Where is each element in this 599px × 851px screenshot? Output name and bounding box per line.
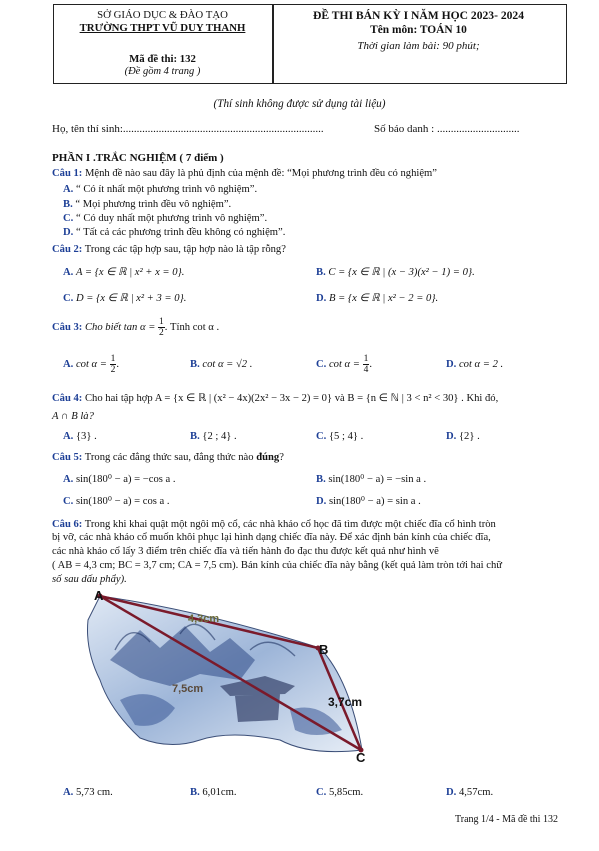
question-4 xyxy=(52,392,580,405)
q5-option-c[interactable]: C. sin(180⁰ − a) = cos a . xyxy=(63,496,170,507)
q6-option-d[interactable]: D. 4,57cm. xyxy=(446,787,494,798)
question-4-text: Cho hai tập hợp A = {x ∈ ℝ | (x² − 4x)(2x² − 3x − 2) = 0} và B = {n ∈ ℕ | 3 < n² < 30} . Khi đó, xyxy=(82,393,499,404)
subject: Tên môn: TOÁN 10 xyxy=(370,24,467,36)
q4-option-c[interactable]: C. {5 ; 4} . xyxy=(316,431,364,442)
question-2 xyxy=(52,243,580,256)
q1-option-d[interactable]: D. “ Tất cả các phương trình đều không có nghiệm”. xyxy=(63,227,286,238)
q2-option-c[interactable]: C. D = {x ∈ ℝ | x² + 3 = 0}. xyxy=(63,293,187,304)
label-bc-length: 3,7cm xyxy=(328,695,363,709)
q2-option-a[interactable]: A. A = {x ∈ ℝ | x² + x = 0}. xyxy=(63,267,185,278)
question-2-label: Câu 2: xyxy=(52,244,83,255)
q1-option-c[interactable]: C. “ Có duy nhất một phương trình vô nghiệm”. xyxy=(63,213,268,224)
question-5-label: Câu 5: xyxy=(52,452,83,463)
exam-code: Mã đề thi: 132 xyxy=(129,53,196,65)
question-1 xyxy=(52,167,580,180)
page-footer: Trang 1/4 - Mã đề thi 132 xyxy=(455,814,558,825)
q5-option-b[interactable]: B. sin(180⁰ − a) = −sin a . xyxy=(316,474,427,485)
notice: (Thí sinh không được sử dụng tài liệu) xyxy=(213,98,386,110)
page-count: (Đề gồm 4 trang ) xyxy=(124,66,201,77)
q4-option-d[interactable]: D. {2} . xyxy=(446,431,480,442)
label-a: A xyxy=(94,590,104,603)
q6-option-a[interactable]: A. 5,73 cm. xyxy=(63,787,113,798)
q2-option-b[interactable]: B. C = {x ∈ ℝ | (x − 3)(x² − 1) = 0}. xyxy=(316,267,475,278)
broken-plate-figure xyxy=(80,590,380,766)
q3-option-a[interactable]: A. cot α = $\frac{1}{2}$ . xyxy=(63,354,119,376)
question-4-text-2: A ∩ B là? xyxy=(52,411,94,422)
question-6-line-2: bị vỡ, các nhà khảo cổ muốn khôi phục lại hình dạng chiếc đĩa này. Để xác định bán kính của chiếc đĩa, xyxy=(52,532,491,543)
label-b: B xyxy=(319,642,329,657)
question-6-line-5: số sau dấu phẩy). xyxy=(52,574,127,585)
label-ca-length: 7,5cm xyxy=(172,683,204,695)
section-heading: PHẦN I .TRẮC NGHIỆM ( 7 điểm ) xyxy=(52,152,224,164)
question-3-label: Câu 3: xyxy=(52,322,83,333)
question-4-label: Câu 4: xyxy=(52,393,83,404)
q5-option-a[interactable]: A. sin(180⁰ − a) = −cos a . xyxy=(63,474,176,485)
q1-option-a[interactable]: A. “ Có ít nhất một phương trình vô nghiệm”. xyxy=(63,184,258,195)
question-2-text: Trong các tập hợp sau, tập hợp nào là tập rỗng? xyxy=(82,244,286,255)
q5-option-d[interactable]: D. sin(180⁰ − a) = sin a . xyxy=(316,496,421,507)
question-5: Câu 5: Trong các đẳng thức sau, đẳng thức nào đúng? xyxy=(52,452,284,463)
q4-option-b[interactable]: B. {2 ; 4} . xyxy=(190,431,237,442)
q3-option-c[interactable]: C. cot α = $\frac{1}{4}$ . xyxy=(316,354,372,376)
question-6-line-3: các nhà khảo cổ lấy 3 điểm trên chiếc đĩa và tiến hành đo đạc thu được kết quả như hình vẽ xyxy=(52,546,439,557)
exam-title: ĐỀ THI BÁN KỲ I NĂM HỌC 2023- 2024 xyxy=(312,9,525,22)
q3-option-d[interactable]: D. cot α = 2 . xyxy=(446,359,504,370)
label-ab-length: 4,3cm xyxy=(188,613,220,625)
tan-fraction: $\frac{1}{2}$ xyxy=(159,317,164,339)
time-limit: Thời gian làm bài: 90 phút; xyxy=(357,40,480,52)
q6-option-c[interactable]: C. 5,85cm. xyxy=(316,787,364,798)
school-name: TRƯỜNG THPT VŨ DUY THANH xyxy=(79,22,246,34)
student-name-line: Họ, tên thí sinh:......................................................................... xyxy=(52,123,324,135)
dept-name: SỞ GIÁO DỤC & ĐÀO TẠO xyxy=(97,9,228,21)
question-6-line-4: ( AB = 4,3 cm; BC = 3,7 cm; CA = 7,5 cm). Bán kính của chiếc đĩa này bằng (kết quả làm tròn tới hai chữ xyxy=(52,560,502,571)
question-6: Câu 6: Trong khi khai quật một ngôi mộ cổ, các nhà khảo cổ học đã tìm được một chiếc đĩa cổ hình tròn xyxy=(52,519,496,530)
question-1-text: Mệnh đề nào sau đây là phủ định của mệnh đề: “Mọi phương trình đều có nghiệm” xyxy=(82,168,437,179)
q2-option-d[interactable]: D. B = {x ∈ ℝ | x² − 2 = 0}. xyxy=(316,293,439,304)
question-6-label: Câu 6: xyxy=(52,519,83,530)
q3-option-b[interactable]: B. cot α = √2 . xyxy=(190,359,253,370)
question-3: Câu 3: Cho biết tan α = $\frac{1}{2}$ . Tính cot α . xyxy=(52,317,220,339)
q6-option-b[interactable]: B. 6,01cm. xyxy=(190,787,237,798)
q4-option-a[interactable]: A. {3} . xyxy=(63,431,97,442)
label-c: C xyxy=(356,750,366,765)
student-id-line: Số báo danh : .............................. xyxy=(374,123,520,135)
question-1-label: Câu 1: xyxy=(52,168,83,179)
q1-option-b[interactable]: B. “ Mọi phương trình đều vô nghiệm”. xyxy=(63,199,232,210)
